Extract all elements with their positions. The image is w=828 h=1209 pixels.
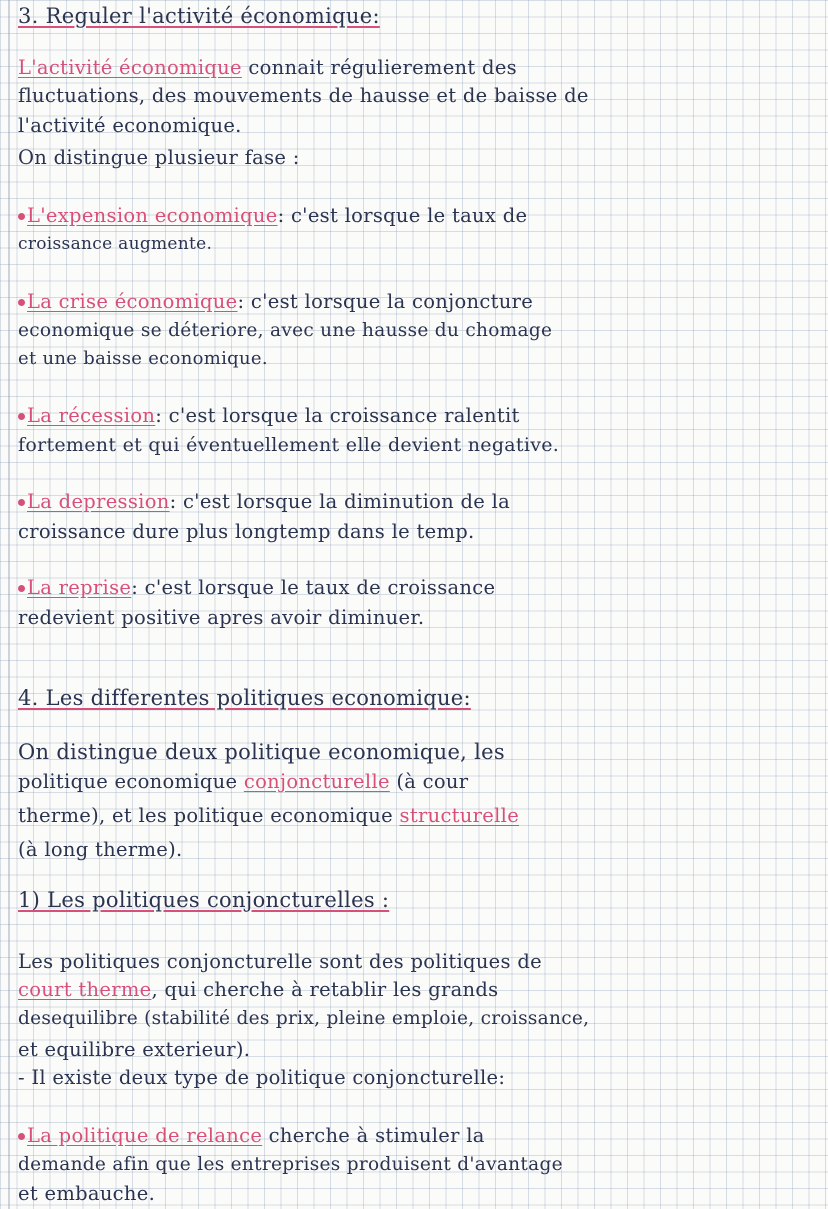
subsection-1-line-3: desequilibre (stabilité des prix, pleine emploie, croissance, [18, 1008, 590, 1029]
politique-relance-line-3: et embauche. [18, 1182, 156, 1205]
bullet-icon [18, 499, 25, 506]
phase-recession-line-2: fortement et qui éventuellement elle devient negative. [18, 434, 560, 456]
term-conjoncturelle: conjoncturelle [243, 770, 390, 793]
bullet-icon [18, 299, 25, 306]
section-4-line-3: therme), et les politique economique structurelle [18, 804, 520, 827]
phase-crise-line-3: et une baisse economique. [18, 348, 268, 369]
phase-reprise-line-2: redevient positive apres avoir diminuer. [18, 606, 425, 629]
section-4-line-2: politique economique conjoncturelle (à cour [18, 770, 469, 793]
subsection-1-line-5: - Il existe deux type de politique conjoncturelle: [18, 1066, 506, 1089]
term-court-therme: court therme [18, 978, 152, 1001]
bullet-icon [18, 413, 25, 420]
subsection-1-line-4: et equilibre exterieur). [18, 1038, 251, 1061]
section-4-line-4: (à long therme). [18, 838, 183, 861]
bullet-icon [18, 585, 25, 592]
phase-crise: La crise économique: c'est lorsque la conjoncture [18, 292, 533, 312]
phase-depression-line-2: croissance dure plus longtemp dans le temp. [18, 520, 475, 543]
subsection-1-title: 1) Les politiques conjoncturelles : [18, 888, 390, 912]
subsection-1-line-1: Les politiques conjoncturelle sont des politiques de [18, 950, 542, 973]
notebook-margin-line [8, 0, 10, 1209]
intro-line-1: L'activité économique connait régulierement des [18, 56, 517, 79]
intro-term: L'activité économique [18, 56, 242, 79]
notebook-page [18, 0, 818, 1209]
intro-line-2: fluctuations, des mouvements de hausse et de baisse de [18, 84, 589, 107]
section-3-title: 3. Reguler l'activité économique: [18, 4, 380, 28]
phase-crise-line-2: economique se déteriore, avec une hausse du chomage [18, 320, 553, 341]
phase-recession: La récession: c'est lorsque la croissance ralentit [18, 406, 520, 426]
section-4-title: 4. Les differentes politiques economique: [18, 686, 471, 710]
phase-expansion: L'expension economique: c'est lorsque le taux de [18, 206, 527, 226]
intro-line-4: On distingue plusieur fase : [18, 146, 300, 169]
phase-reprise: La reprise: c'est lorsque le taux de croissance [18, 578, 495, 598]
bullet-icon [18, 213, 25, 220]
phase-expansion-line-2: croissance augmente. [18, 234, 213, 254]
intro-line-3: l'activité economique. [18, 114, 242, 137]
term-structurelle: structurelle [399, 804, 520, 827]
bullet-icon [18, 1133, 25, 1140]
phase-depression: La depression: c'est lorsque la diminution de la [18, 492, 510, 512]
subsection-1-line-2: court therme, qui cherche à retablir les grands [18, 978, 499, 1001]
politique-relance-line-2: demande afin que les entreprises produisent d'avantage [18, 1154, 563, 1175]
section-4-line-1: On distingue deux politique economique, les [18, 740, 505, 764]
politique-relance: La politique de relance cherche à stimuler la [18, 1126, 485, 1146]
